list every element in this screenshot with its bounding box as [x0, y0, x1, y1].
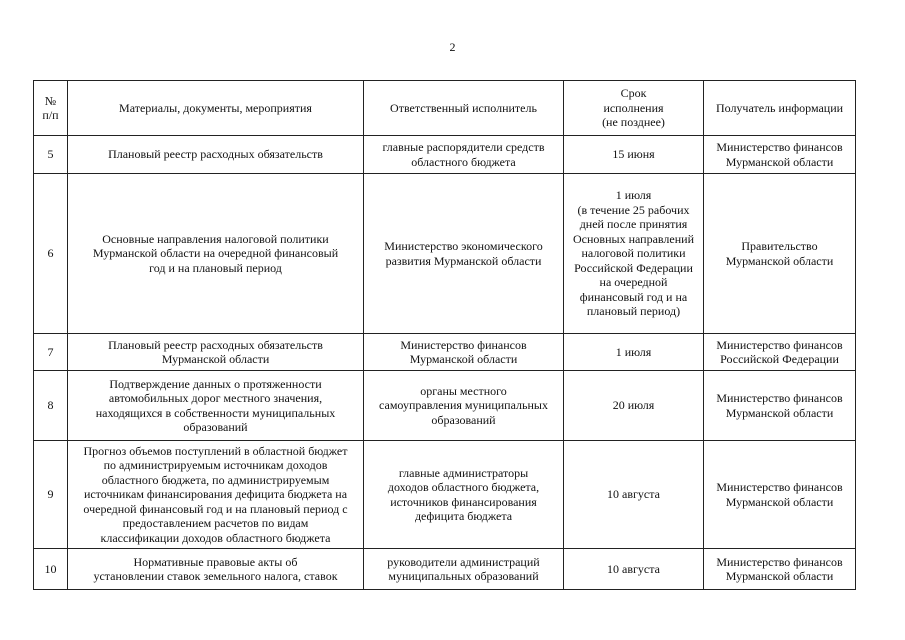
row-material: Плановый реестр расходных обязательств Мурманской области: [68, 334, 364, 371]
row-number: 9: [34, 441, 68, 549]
row-recipient: Министерство финансов Российской Федерации: [704, 334, 856, 371]
row-number: 5: [34, 136, 68, 174]
header-recipient: Получатель информации: [704, 81, 856, 136]
row-number: 6: [34, 174, 68, 334]
page-number: 2: [449, 40, 456, 54]
row-deadline: 1 июля (в течение 25 рабочих дней после принятия Основных направлений налоговой политики Российской Федерации на очередной финансовый год и на плановый период): [564, 174, 704, 334]
table-row: [34, 549, 856, 590]
row-material: Плановый реестр расходных обязательств: [68, 136, 364, 174]
table-row: [34, 174, 856, 334]
row-deadline: 10 августа: [564, 441, 704, 549]
row-executor: главные администраторы доходов областного бюджета, источников финансирования дефицита бюджета: [364, 441, 564, 549]
row-number: 7: [34, 334, 68, 371]
row-deadline: 1 июля: [564, 334, 704, 371]
row-executor: руководители администраций муниципальных образований: [364, 549, 564, 590]
table-row: [34, 441, 856, 549]
row-recipient: Правительство Мурманской области: [704, 174, 856, 334]
row-deadline: 20 июля: [564, 371, 704, 441]
table-header-row: [34, 81, 856, 136]
row-executor: органы местного самоуправления муниципальных образований: [364, 371, 564, 441]
schedule-table: [33, 80, 856, 590]
row-recipient: Министерство финансов Мурманской области: [704, 136, 856, 174]
row-material: Подтверждение данных о протяженности автомобильных дорог местного значения, находящихся в собственности муниципальных образований: [68, 371, 364, 441]
row-executor: Министерство финансов Мурманской области: [364, 334, 564, 371]
row-number: 8: [34, 371, 68, 441]
row-recipient: Министерство финансов Мурманской области: [704, 549, 856, 590]
row-material: Основные направления налоговой политики Мурманской области на очередной финансовый год и на плановый период: [68, 174, 364, 334]
row-executor: Министерство экономического развития Мурманской области: [364, 174, 564, 334]
table-row: [34, 334, 856, 371]
row-material: Нормативные правовые акты об установлении ставок земельного налога, ставок: [68, 549, 364, 590]
row-deadline: 15 июня: [564, 136, 704, 174]
table-row: [34, 371, 856, 441]
row-executor: главные распорядители средств областного бюджета: [364, 136, 564, 174]
table-row: [34, 136, 856, 174]
header-materials: Материалы, документы, мероприятия: [68, 81, 364, 136]
header-deadline: Срок исполнения (не позднее): [564, 81, 704, 136]
row-material: Прогноз объемов поступлений в областной бюджет по администрируемым источникам доходов областного бюджета, по администрируемым источникам финансирования дефицита бюджета на очередной финансовый год и на плановый период с предоставлением расчетов по видам классификации доходов областного бюджета: [68, 441, 364, 549]
row-recipient: Министерство финансов Мурманской области: [704, 441, 856, 549]
header-executor: Ответственный исполнитель: [364, 81, 564, 136]
row-number: 10: [34, 549, 68, 590]
row-deadline: 10 августа: [564, 549, 704, 590]
header-number: № п/п: [34, 81, 68, 136]
row-recipient: Министерство финансов Мурманской области: [704, 371, 856, 441]
